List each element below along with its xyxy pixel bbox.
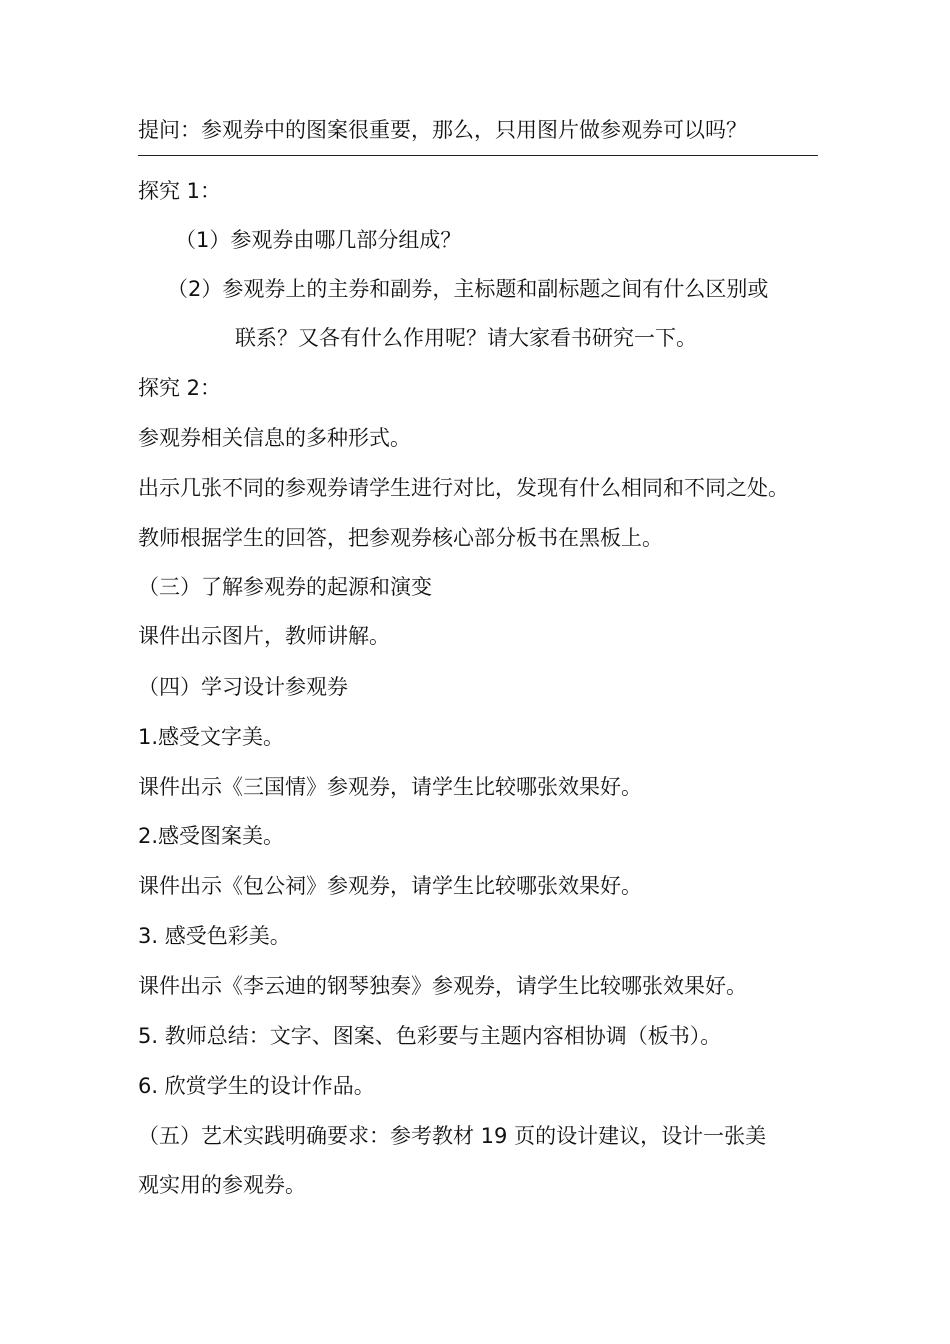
item2-heading: 2.感受图案美。 [138, 824, 285, 848]
explore1-item2-line2: 联系？又各有什么作用呢？请大家看书研究一下。 [235, 326, 697, 350]
item3-heading: 3. 感受色彩美。 [138, 924, 291, 948]
section3-text: 课件出示图片，教师讲解。 [138, 624, 390, 648]
explore1-item2-line1: （2）参观券上的主券和副券，主标题和副标题之间有什么区别或 [167, 277, 769, 301]
explore2-heading: 探究 2： [138, 376, 222, 400]
item1-heading: 1.感受文字美。 [138, 725, 285, 749]
explore1-item1: （1）参观券由哪几部分组成？ [175, 228, 462, 252]
item5-text: 5. 教师总结：文字、图案、色彩要与主题内容相协调（板书）。 [138, 1024, 722, 1048]
item2-text: 课件出示《包公祠》参观券，请学生比较哪张效果好。 [138, 874, 642, 898]
section4-heading: （四）学习设计参观券 [138, 675, 348, 699]
section5-line2: 观实用的参观券。 [138, 1173, 306, 1197]
section3-heading: （三）了解参观券的起源和演变 [138, 575, 432, 599]
horizontal-divider [138, 155, 818, 156]
item3-text: 课件出示《李云迪的钢琴独奏》参观券，请学生比较哪张效果好。 [138, 974, 747, 998]
compare-text: 出示几张不同的参观券请学生进行对比，发现有什么相同和不同之处。 [138, 476, 789, 500]
item6-text: 6. 欣赏学生的设计作品。 [138, 1074, 375, 1098]
board-text: 教师根据学生的回答，把参观券核心部分板书在黑板上。 [138, 526, 663, 550]
explore1-heading: 探究 1： [138, 179, 222, 203]
question-text: 提问：参观券中的图案很重要，那么，只用图片做参观券可以吗？ [138, 118, 747, 142]
forms-text: 参观券相关信息的多种形式。 [138, 426, 411, 450]
section5-line1: （五）艺术实践明确要求：参考教材 19 页的设计建议，设计一张美 [138, 1124, 767, 1148]
item1-text: 课件出示《三国情》参观券，请学生比较哪张效果好。 [138, 775, 642, 799]
